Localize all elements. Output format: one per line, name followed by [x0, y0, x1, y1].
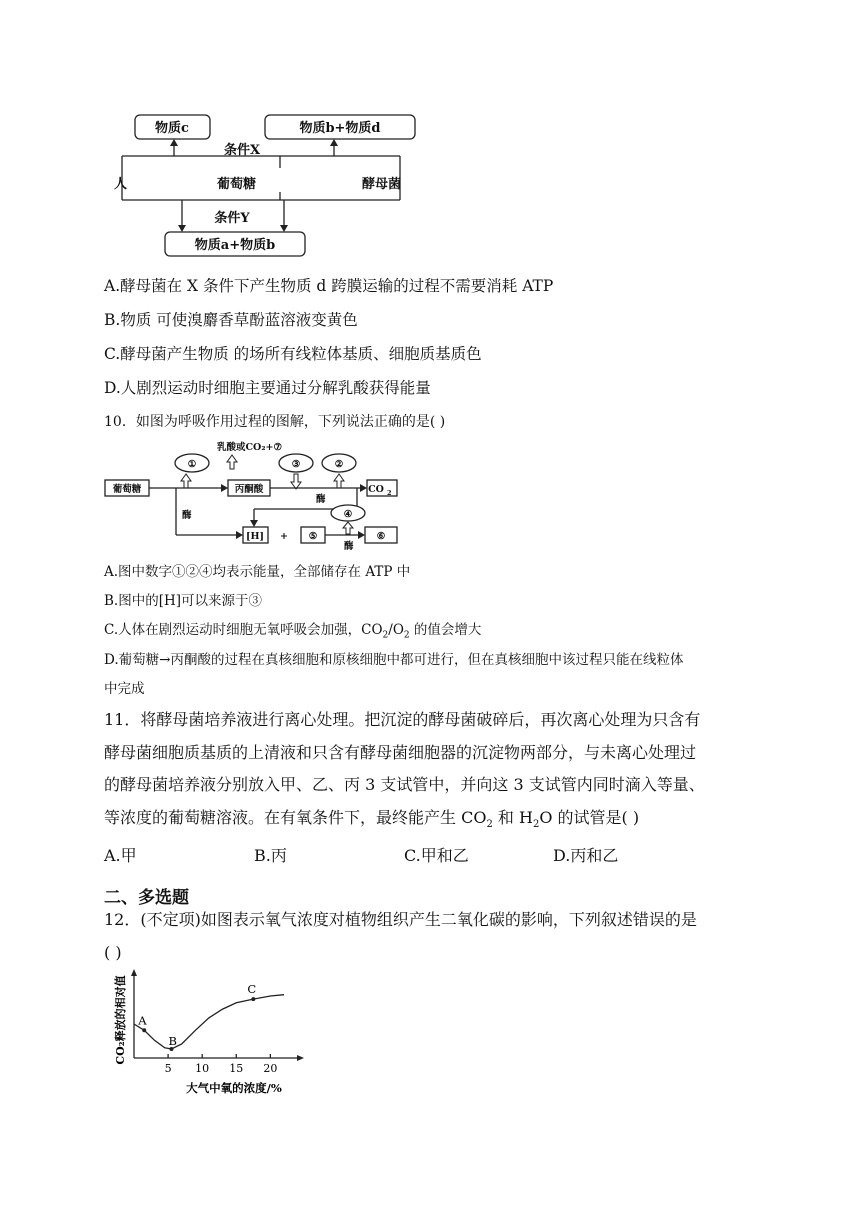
- chart-series-line: [134, 995, 284, 1049]
- q10-option-d-line2: 中完成: [104, 681, 145, 697]
- q11-line-4: 等浓度的葡萄糖溶液。在有氧条件下，最终能产生 $CO_2$ 和 $H_2O$ 的试管是( ): [104, 807, 640, 830]
- fig1-label-condition-y: 条件Y: [214, 211, 250, 226]
- q10-enzyme-1: 酶: [316, 494, 326, 505]
- chart-ylabel: CO₂释放的相对值: [114, 975, 127, 1065]
- q11-line-1: 11．将酵母菌培养液进行离心处理。把沉淀的酵母菌破碎后，再次离心处理为只含有: [104, 710, 701, 729]
- q10-option-d-line1: D.葡萄糖→丙酮酸的过程在真核细胞和原核细胞中都可进行，但在真核细胞中该过程只能在线粒体: [104, 652, 684, 668]
- q10-num-5: ⑤: [308, 531, 318, 542]
- q10-num-3: ③: [291, 459, 301, 470]
- q11-option-b: B.丙: [254, 846, 287, 865]
- chart-point-a: [142, 1028, 146, 1032]
- fig1-label-yeast: 酵母菌: [362, 177, 402, 192]
- fig1-label-substance-bd: 物质b+物质d: [299, 121, 381, 136]
- q10-label-plus: +: [280, 531, 288, 542]
- q9-option-c: C.酵母菌产生物质 的场所有线粒体基质、细胞质基质色: [104, 345, 482, 363]
- q11-line-2: 酵母菌细胞质基质的上清液和只含有酵母菌细胞器的沉淀物两部分，与未离心处理过: [104, 742, 697, 762]
- q10-label-co2: CO: [368, 484, 384, 495]
- q11-option-a: A.甲: [104, 846, 137, 865]
- fig1-label-human: 人: [114, 177, 128, 192]
- q10-num-6: ⑥: [376, 531, 386, 542]
- chart-x-tick-label: 20: [263, 1062, 278, 1075]
- q10-label-pyruvate: 丙酮酸: [234, 484, 264, 495]
- q9-option-a: A.酵母菌在 X 条件下产生物质 d 跨膜运输的过程不需要消耗 ATP: [104, 277, 554, 295]
- fig1-diagram: [110, 110, 440, 260]
- chart-x-tick-label: 15: [229, 1062, 244, 1075]
- chart-x-tick-label: 5: [164, 1062, 172, 1075]
- q10-num-2: ②: [334, 459, 344, 470]
- q11-line-3: 的酵母菌培养液分别放入甲、乙、丙 3 支试管中，并向这 3 支试管内同时滴入等量、: [104, 775, 705, 794]
- q9-option-d: D.人剧烈运动时细胞主要通过分解乳酸获得能量: [104, 379, 431, 397]
- q10-option-a: A.图中数字①②④均表示能量，全部储存在 ATP 中: [104, 564, 411, 580]
- q10-diagram: [104, 438, 404, 553]
- q10-num-4: ④: [343, 509, 353, 520]
- q10-stem: 10．如图为呼吸作用过程的图解，下列说法正确的是( ): [104, 414, 446, 430]
- chart-xlabel: 大气中氧的浓度/%: [186, 1081, 282, 1095]
- fig1-label-condition-x: 条件X: [223, 143, 261, 158]
- section-title-multiple-choice: 二、多选题: [104, 888, 189, 908]
- q10-label-co2-sub: 2: [387, 489, 392, 497]
- q10-option-c: C.人体在剧烈运动时细胞无氧呼吸会加强，$CO_2/O_2$ 的值会增大: [104, 622, 482, 641]
- q11-option-c: C.甲和乙: [404, 846, 469, 865]
- chart-point-c: [251, 997, 255, 1001]
- q12-stem: [104, 904, 764, 969]
- q10-num-1: ①: [187, 459, 197, 470]
- q10-label-h: [H]: [246, 531, 264, 542]
- q12-line-2: ( ): [104, 942, 122, 962]
- q9-option-b: B.物质 可使溴麝香草酚蓝溶液变黄色: [104, 311, 358, 329]
- q11-option-d: D.丙和乙: [553, 846, 619, 865]
- chart-point-label-b: B: [168, 1034, 177, 1049]
- q10-enzyme-2: 酶: [182, 510, 192, 521]
- q11-stem: [104, 704, 764, 841]
- chart-x-tick-label: 10: [195, 1062, 210, 1075]
- chart-point-label-a: A: [138, 1013, 147, 1028]
- q12-chart: [104, 968, 314, 1098]
- fig1-label-glucose: 葡萄糖: [217, 177, 257, 192]
- chart-point-label-c: C: [247, 982, 257, 997]
- q10-option-b: B.图中的[H]可以来源于③: [104, 593, 263, 609]
- q11-options: [104, 840, 764, 872]
- q10-label-glucose: 葡萄糖: [112, 484, 142, 495]
- fig1-label-substance-c: 物质c: [155, 121, 189, 136]
- q10-top-label: 乳酸或CO₂+⑦: [217, 442, 282, 453]
- fig1-label-substance-ab: 物质a+物质b: [194, 238, 276, 253]
- q12-line-1: 12．(不定项)如图表示氧气浓度对植物组织产生二氧化碳的影响，下列叙述错误的是: [104, 910, 697, 929]
- q10-enzyme-3: 酶: [344, 541, 354, 552]
